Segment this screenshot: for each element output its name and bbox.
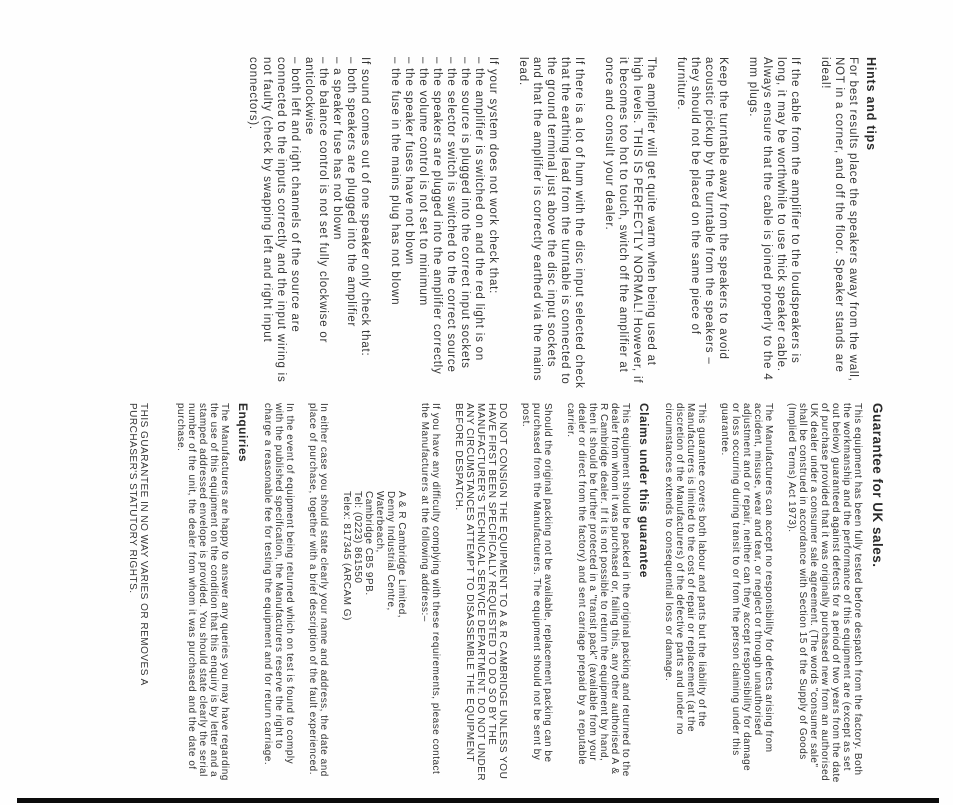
guarantee-paragraph: This guarantee covers both labour and parts but the liability of the Manufacturers is limited to the cost of repair or replacement (at the discretion of the Manufacturers) of the defective parts and under no circumstances extends to consequential loss or damage. (663, 403, 707, 735)
enquiries-paragraph: The Manufacturers are happy to answer any queries you may have regarding the use of this equipment on the condition that this enquiry is by letter and a stamped addressed envelope is provided. You should state clearly the serial number of the unit, the dealer from whom it was purchased and the date of purchase. (175, 403, 230, 781)
system-checklist-intro: If your system does not work check that: (487, 57, 499, 295)
checklist-item: – the selector switch is switched to the correct source (445, 57, 457, 373)
checklist-item: – the balance control is not set fully clockwise or anticlockwise (303, 57, 329, 344)
checklist-item: – the volume control is not set to minimum (417, 57, 429, 306)
claims-heading: Claims under this guarantee (637, 403, 651, 578)
checklist-item: – both speakers are plugged into the amplifier (345, 57, 357, 328)
address-line: Denny Industrial Centre, (385, 491, 396, 611)
claims-paragraph: This equipment should be packed in the original packing and returned to the dealer from whom it was purchased or, failing this, any other authorised A & R Cambridge dealer. If it is not possible to return the equipment by hand, then it should be further protected in a "transit pack" (available from your dealer or direct from the factory) and sent carriage prepaid by a reputable carrier. (565, 403, 631, 777)
hints-paragraph: For best results place the speakers away from the wall, NOT in a corner, and off the floor. Speaker stands are ideal! (819, 57, 859, 382)
address-phone: Tel: (0223) 861550 (352, 491, 363, 584)
checklist-item: – both left and right channels of the source are connected to the inputs correctly and the input wiring is not faulty (check by swapping left and right input connectors). (247, 57, 301, 383)
hints-paragraph: If there is a lot of hum with the disc input selected check that the earthing lead from the turntable is connected to the ground terminal just above the disc input sockets and that the amplifier is correctly earthed via the mains lead. (517, 57, 585, 389)
claims-paragraph: In the event of equipment being returned which on test is found to comply with the published specification, the Manufacturers reserve the right to charge a reasonable fee for testing the equipment and for return carriage. (262, 403, 295, 766)
speaker-checklist-intro: If sound comes out of one speaker only check that: (359, 57, 371, 357)
address-line: Waterbeach, (374, 491, 385, 553)
claims-paragraph: If you have any difficulty complying with these requirements, please contact the Manufacturers at the following address:– (419, 403, 441, 775)
hints-heading: Hints and tips (864, 57, 878, 151)
claims-paragraph: Should the original packing not be available, replacement packing can be purchased from the Manufacturers. The equipment should not be sent by post. (520, 403, 553, 763)
hints-paragraph: The amplifier will get quite warm when being used at high levels. THIS IS PERFECTLY NORMAL! However, if it becomes too hot to touch, switch off the amplifier at once and consult your dealer. (603, 57, 657, 384)
checklist-item: – the speaker fuses have not blown (403, 57, 415, 266)
address-line: Cambridge CB5 9PB. (363, 491, 374, 596)
checklist-item: – a speaker fuse has not blown (331, 57, 343, 241)
guarantee-paragraph: This equipment has been fully tested before despatch from the factory. Both the workmanship and the performance of this equipment are (except as set out below) guaranteed against defects for a period of two years from the date of purchase provided that it was originally purchased new from an authorised UK dealer under a consumer sale agreement. (The words "consumer sale" shall be construed in accordance with Section 15 of the Supply of Goods (Implied Terms) Act 1973). (786, 403, 863, 783)
claims-paragraph-caps: DO NOT CONSIGN THE EQUIPMENT TO A & R CAMBRIDGE UNLESS YOU HAVE FIRST BEEN SPECIFICALLY REQUESTED TO DO SO BY THE MANUFACTURER'S TECHNICAL SERVICE DEPARTMENT. DO NOT UNDER ANY CIRCUMSTANCES ATTEMPT TO DISASSEMBLE THE EQUIPMENT BEFORE DESPATCH. (453, 403, 508, 782)
checklist-item: – the source is plugged into the correct input sockets (459, 57, 471, 369)
guarantee-column (127, 403, 883, 783)
hints-paragraph: If the cable from the amplifier to the loudspeakers is long, it may be worthwhile to use thick speaker cable. Always ensure that the cable is joined properly to the 4 mm plugs. (747, 57, 801, 381)
address-telex: Telex: 817345 (ARCAM G) (341, 491, 352, 621)
hints-paragraph: Keep the turntable away from the speakers to avoid acoustic pickup by the turntable from the speakers – they should not be placed on the same piece of furniture. (675, 57, 729, 365)
statutory-line: PURCHASER'S STATUTORY RIGHTS. (127, 403, 138, 594)
guarantee-heading: Guarantee for UK sales. (870, 403, 885, 568)
checklist-item: – the speakers are plugged into the amplifier correctly (431, 57, 443, 375)
checklist-item: – the amplifier is switched on and the red light is on (473, 57, 485, 362)
system-checklist (388, 57, 500, 389)
manufacturer-address (341, 403, 407, 783)
guarantee-paragraph: The Manufacturers can accept no responsibility for defects arising from accident, misuse, wear and tear, or neglect or through unauthorised adjustment and or repair, neither can they accept responsibility for damage or loss occurring during transit to or from the person claiming under this guarantee. (719, 403, 774, 772)
claims-paragraph: In either case you should state clearly your name and address, the date and place of purchase, together with a brief description of the fault experienced. (307, 403, 329, 777)
enquiries-heading: Enquiries (236, 403, 250, 463)
speaker-checklist (246, 57, 372, 389)
address-line: A & R Cambridge Limited, (396, 491, 407, 619)
checklist-item: – the fuse in the mains plug has not blown (389, 57, 401, 306)
hints-column (230, 57, 878, 389)
statutory-rights-note (127, 403, 149, 783)
scan-edge-line (17, 798, 939, 803)
statutory-line: THIS GUARANTEE IN NO WAY VARIES OR REMOVES A (138, 403, 149, 686)
